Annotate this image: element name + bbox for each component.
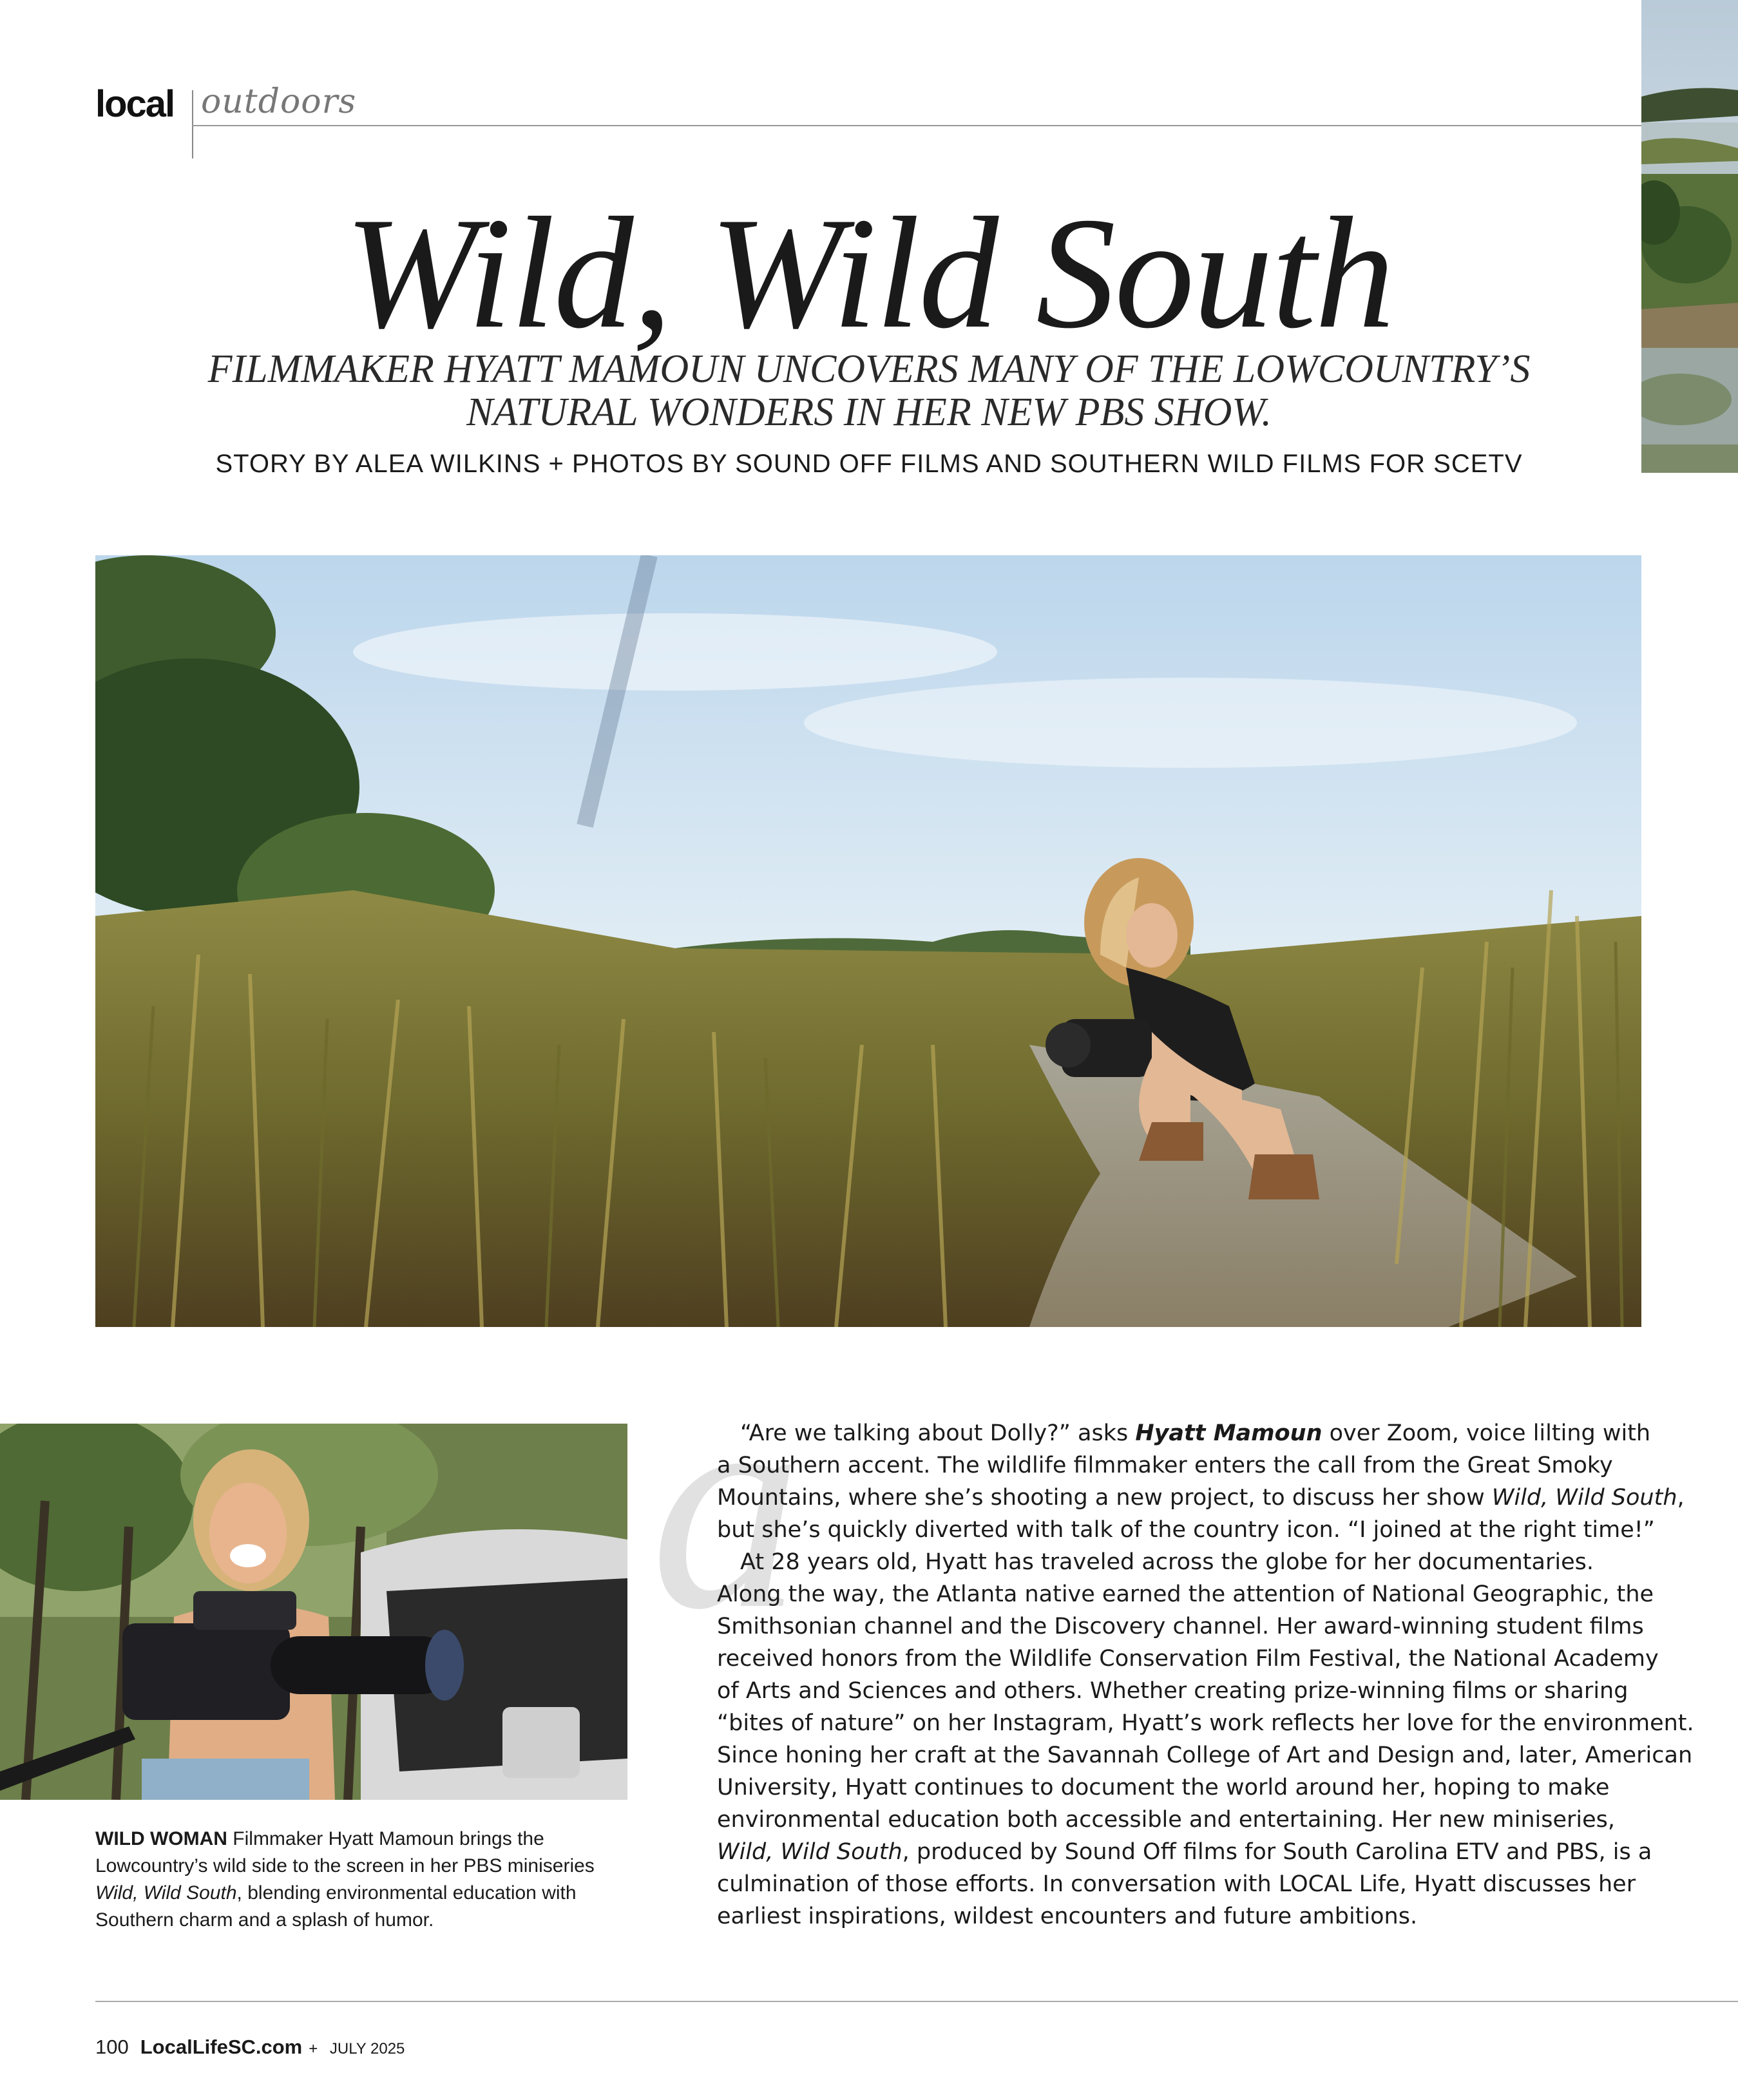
caption-line-3: , blending environmental education with (236, 1882, 577, 1904)
header-divider (192, 90, 193, 158)
header-rule (192, 125, 1643, 126)
body-line: a Southern accent. The wildlife filmmaker enters the call from the Great Smoky (717, 1453, 1613, 1478)
show-title: Wild, Wild South (1491, 1485, 1677, 1511)
caption-lead: WILD WOMAN (95, 1828, 227, 1849)
subtitle-line-2: NATURAL WONDERS IN HER NEW PBS SHOW. (466, 390, 1272, 434)
body-line: culmination of those efforts. In conversation with LOCAL Life, Hyatt discusses her (717, 1871, 1636, 1897)
photo-caption (95, 1826, 611, 1934)
footer-rule (95, 2001, 1738, 2002)
body-line: Mountains, where she’s shooting a new project, to discuss her show (717, 1485, 1492, 1511)
site-link[interactable]: LocalLifeSC.com (140, 2036, 303, 2058)
subtitle-line-1: FILMMAKER HYATT MAMOUN UNCOVERS MANY OF THE LOWCOUNTRY’S (207, 347, 1531, 391)
issue-date: JULY 2025 (329, 2040, 405, 2057)
body-line: At 28 years old, Hyatt has traveled across the globe for her documentaries. (740, 1549, 1594, 1575)
caption-line-2: Lowcountry’s wild side to the screen in her PBS miniseries (95, 1855, 595, 1876)
body-line: University, Hyatt continues to document the world around her, hoping to make (717, 1775, 1610, 1800)
hero-photo (95, 555, 1641, 1327)
body-line: Smithsonian channel and the Discovery channel. Her award-winning student films (717, 1614, 1644, 1639)
body-line: Since honing her craft at the Savannah College of Art and Design and, later, American (717, 1742, 1693, 1768)
body-line: “Are we talking about Dolly?” asks (740, 1420, 1136, 1446)
subject-name: Hyatt Mamoun (1135, 1420, 1323, 1446)
body-line: , (1677, 1485, 1685, 1511)
body-line: “bites of nature” on her Instagram, Hyatt’s work reflects her love for the environment. (717, 1710, 1694, 1736)
body-line: but she’s quickly diverted with talk of the country icon. “I joined at the right time!” (717, 1517, 1655, 1543)
caption-show-title: Wild, Wild South (95, 1882, 237, 1904)
body-line: environmental education both accessible and entertaining. Her new miniseries, (717, 1807, 1616, 1833)
body-line: received honors from the Wildlife Conservation Film Festival, the National Academy (717, 1646, 1659, 1672)
body-line: , produced by Sound Off films for South Carolina ETV and PBS, is a (902, 1839, 1652, 1865)
body-line: of Arts and Sciences and others. Whether creating prize-winning films or sharing (717, 1678, 1628, 1704)
show-title: Wild, Wild South (717, 1839, 902, 1865)
page-footer (95, 2036, 405, 2059)
section-brand-logo: local (95, 83, 175, 125)
footer-separator: + (309, 2040, 318, 2057)
article-byline: STORY BY ALEA WILKINS + PHOTOS BY SOUND OFF FILMS AND SOUTHERN WILD FILMS FOR SCETV (215, 450, 1523, 478)
article-subtitle (129, 348, 1609, 434)
section-name: outdoors (201, 82, 357, 121)
caption-line-1: Filmmaker Hyatt Mamoun brings the (227, 1828, 544, 1849)
page-number: 100 (95, 2036, 129, 2058)
body-line: over Zoom, voice lilting with (1322, 1420, 1651, 1446)
drop-cap: a (651, 1336, 802, 1672)
portrait-photo (0, 1424, 627, 1800)
body-line: earliest inspirations, wildest encounters and future ambitions. (717, 1904, 1418, 1929)
article-body (717, 1417, 1694, 1933)
body-line: Along the way, the Atlanta native earned the attention of National Geographic, the (717, 1581, 1654, 1607)
article-title: Wild, Wild South (344, 184, 1394, 361)
caption-line-4: Southern charm and a splash of humor. (95, 1909, 434, 1931)
